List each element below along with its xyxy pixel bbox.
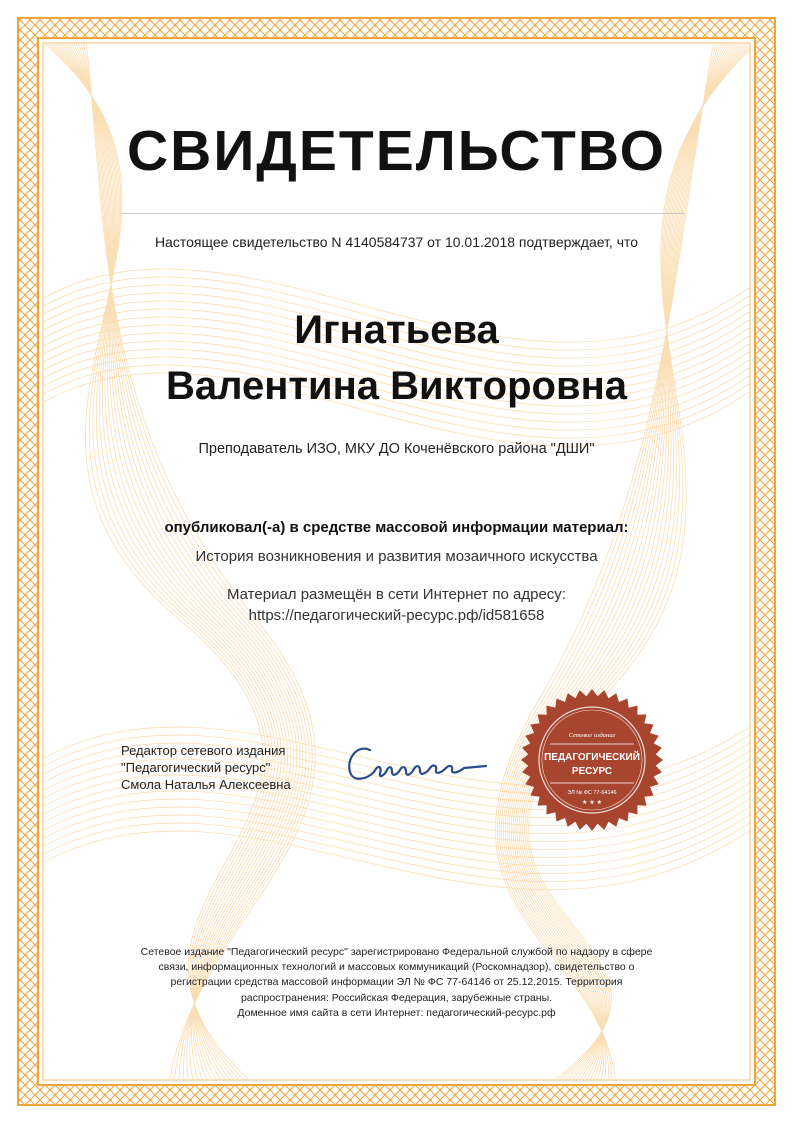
recipient-position: Преподаватель ИЗО, МКУ ДО Коченёвского района "ДШИ" (198, 441, 595, 457)
editor-title: Редактор сетевого издания (121, 743, 286, 758)
published-heading: опубликовал(-а) в средстве массовой информации материал: (164, 519, 629, 536)
publication-seal (520, 688, 664, 832)
editor-name: Смола Наталья Алексеевна (121, 777, 291, 792)
footer-line-2: связи, информационных технологий и массовых коммуникаций (Роскомнадзор), свидетельство о (158, 961, 635, 974)
footer-line-3: регистрации средства массовой информации ЭЛ № ФС 77-64146 от 25.12.2015. Территория (170, 976, 623, 989)
editor-publication: "Педагогический ресурс" (121, 760, 271, 775)
editor-block (121, 742, 341, 793)
seal-reg-number: ЭЛ № ФС 77-64146 (567, 790, 617, 796)
seal-stars: ★ ★ ★ (582, 799, 602, 806)
material-url[interactable]: https://педагогический-ресурс.рф/id581658 (248, 607, 545, 624)
seal-main-line1: ПЕДАГОГИЧЕСКИЙ (544, 752, 640, 763)
certificate-number-line: Настоящее свидетельство N 4140584737 от 10.01.2018 подтверждает, что (154, 234, 639, 250)
footer-line-4: распространения: Российская Федерация, зарубежные страны. (240, 991, 553, 1004)
editor-signature (340, 736, 500, 796)
registration-footer (110, 945, 683, 1021)
material-title: История возникновения и развития мозаичного искусства (195, 548, 598, 565)
recipient-surname: Игнатьева (294, 308, 499, 352)
seal-main-line2: РЕСУРС (571, 766, 613, 777)
footer-line-5: Доменное имя сайта в сети Интернет: педагогический-ресурс.рф (237, 1006, 556, 1019)
seal-top-text: Сетевое издание (568, 732, 616, 739)
title-divider (121, 213, 684, 214)
recipient-given-names: Валентина Викторовна (166, 364, 627, 408)
footer-line-1: Сетевое издание "Педагогический ресурс" зарегистрировано Федеральной службой по надзору в сфере (140, 946, 653, 958)
page-title: СВИДЕТЕЛЬСТВО (127, 119, 666, 183)
url-label: Материал размещён в сети Интернет по адресу: (227, 586, 566, 603)
